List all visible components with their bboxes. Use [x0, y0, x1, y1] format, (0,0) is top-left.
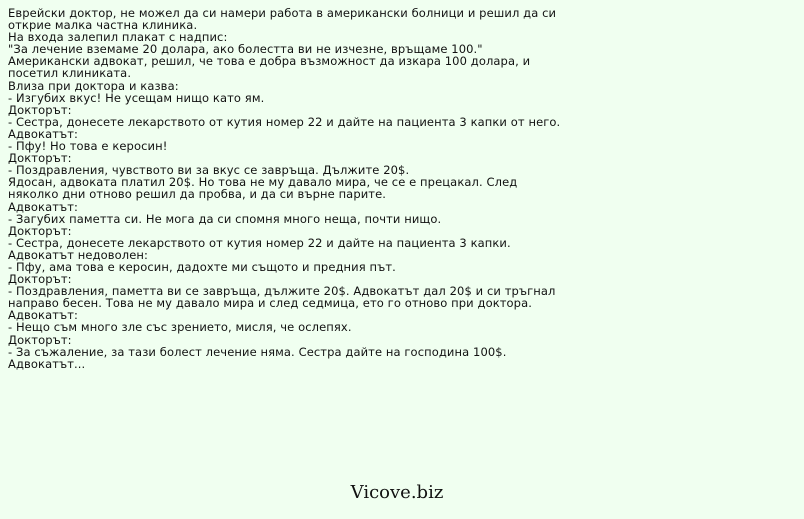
joke-line: Влиза при доктора и казва:	[8, 78, 179, 93]
joke-line: Докторът:	[8, 223, 72, 238]
joke-line: Докторът:	[8, 151, 72, 166]
site-watermark: Vicove.biz	[350, 482, 444, 503]
joke-line: Ядосан, адвоката платил 20$. Но това не му давало мира, че се е прецакал. След няколко дни отново решил да пробва, и да си върне парите.	[8, 175, 518, 202]
joke-line: - Сестра, донесете лекарството от кутия номер 22 и дайте на пациента 3 капки от него.	[8, 114, 561, 129]
joke-line: Еврейски доктор, не можел да си намери работа в американски болници и решил да си открие малка частна клиника.	[8, 6, 557, 33]
joke-line: - Поздравления, паметта ви се завръща, дължите 20$. Адвокатът дал 20$ и си тръгнал направо бесен. Това не му давало мира и след седмица, ето го отново при доктора.	[8, 284, 556, 311]
joke-line: - Нещо съм много зле със зрението, мисля, че ослепях.	[8, 320, 352, 335]
joke-line: - Сестра, донесете лекарството от кутия номер 22 и дайте на пациента 3 капки.	[8, 235, 511, 250]
joke-line: - Поздравления, чувството ви за вкус се завръща. Дължите 20$.	[8, 163, 410, 178]
joke-line: - Пфу, ама това е керосин, дадохте ми същото и предния път.	[8, 259, 396, 274]
joke-line: - Загубих паметта си. Не мога да си спомня много неща, почти нищо.	[8, 211, 442, 226]
joke-line: Адвокатът:	[8, 126, 79, 141]
joke-line: Адвокатът недоволен:	[8, 247, 149, 262]
joke-line: Докторът:	[8, 102, 72, 117]
joke-line: - Изгубих вкус! Не усещам нищо като ям.	[8, 90, 265, 105]
joke-line: Американски адвокат, решил, че това е добра възможност да изкара 100 долара, и посетил клиниката.	[8, 54, 531, 81]
joke-line: - Пфу! Но това е керосин!	[8, 139, 168, 154]
joke-line: - За съжаление, за тази болест лечение няма. Сестра дайте на господина 100$.	[8, 344, 507, 359]
joke-line: На входа залепил плакат с надпис:	[8, 30, 228, 45]
joke-text	[8, 7, 568, 370]
joke-line: Адвокатът:	[8, 199, 79, 214]
joke-line: Адвокатът...	[8, 356, 86, 371]
joke-line: Докторът:	[8, 272, 72, 287]
joke-line: Адвокатът:	[8, 308, 79, 323]
joke-line: "За лечение вземаме 20 долара, ако болестта ви не изчезне, връщаме 100."	[8, 42, 483, 57]
joke-line: Докторът:	[8, 332, 72, 347]
